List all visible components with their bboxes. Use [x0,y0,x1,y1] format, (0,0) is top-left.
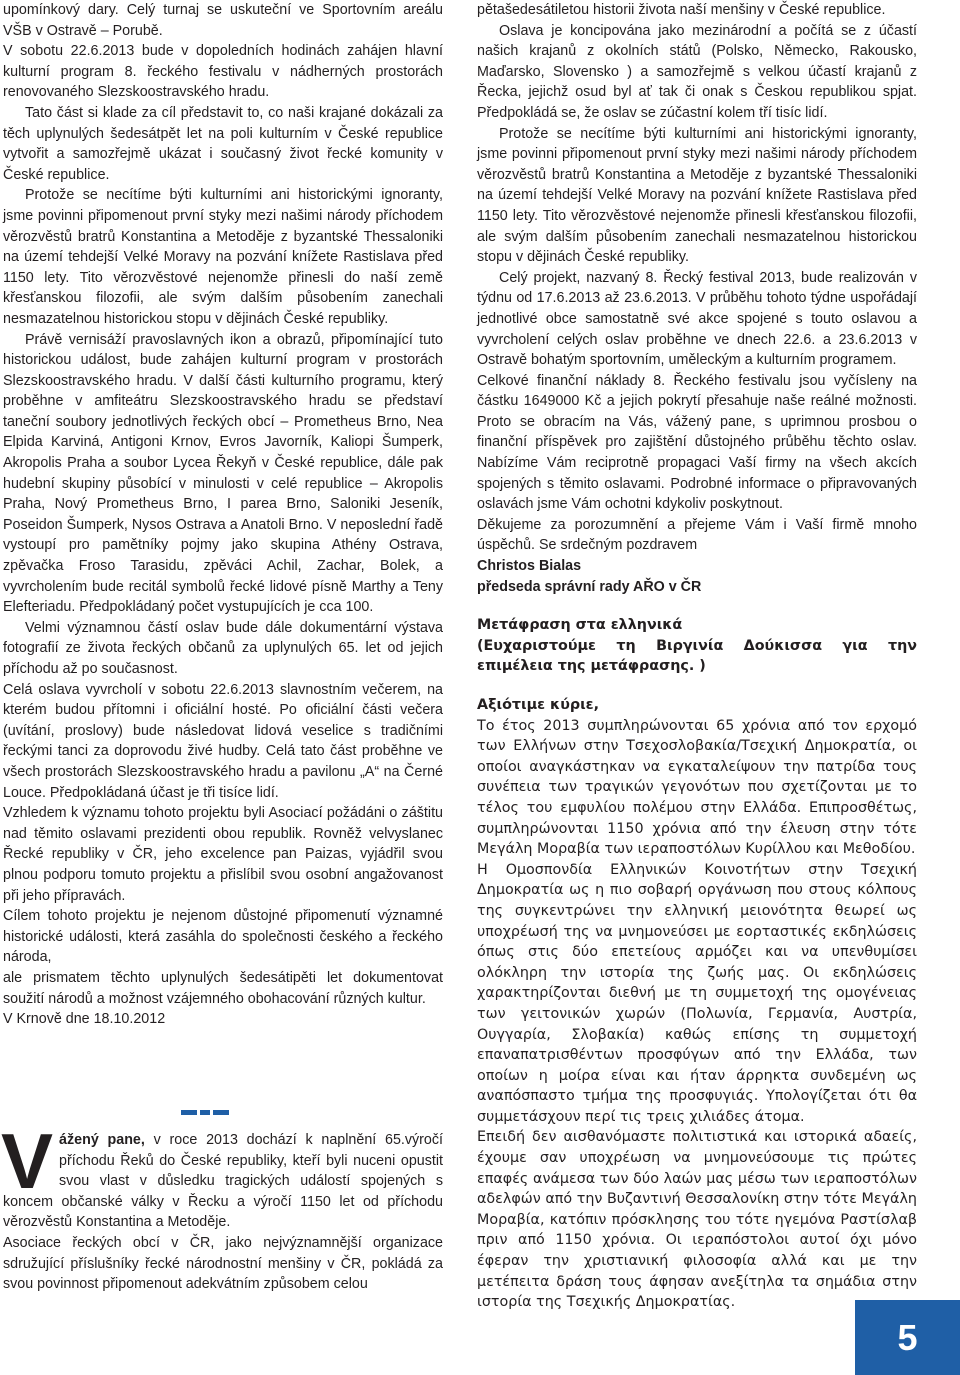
body-paragraph: ale prismatem těchto uplynulých šedesátipěti let dokumentovat soužití národů a možnost vzájemného obohacování různých kultur. [3,969,443,1007]
right-column [477,0,917,1313]
signature-title: předseda správní rady AŘO v ČR [477,578,702,595]
decorative-divider [181,1110,229,1115]
body-paragraph: V sobotu 22.6.2013 bude v dopoledních hodinách zahájen hlavní kulturní program 8. řeckého festivalu v nádherných prostorách renovovaného Slezskoostravského hradu. [3,43,443,101]
body-paragraph: Oslava je koncipována jako mezinárodní a počítá se z účastí našich krajanů z okolních států (Polsko, Německo, Rakousko, Maďarsko, Slovensko ) a samozřejmě s velkou účastí krajanů z Řecka, jejichž osud byl ať tak či onak s Českou republikou spjat. Předpokládá se, že oslav se zúčastní kolem tří tisíc lidí. [477,22,917,121]
greek-paragraph: Το έτος 2013 συμπληρώνονται 65 χρόνια από τον ερχομό των Ελλήνων στην Τσεχοσλοβακία/Τσεχική Δημοκρατία, οι οποίοι αναγκάστηκαν να εγκαταλείψουν την πατρίδα τους συνέπεια των τραγικών γεγονότων που σχετίζονται με το τέλος του εμφυλίου πολέμου στην Ελλάδα. Επιπροσθέτως, συμπληρώνονται 1150 χρόνια από την έλευση στην τότε Μεγάλη Μοραβία των ιεραποστόλων Κυρίλλου και Μεθοδίου. [477,717,917,858]
body-paragraph: Protože se necítíme býti kulturními ani historickými ignoranty, jsme povinni připomenout první styky mezi našimi národy příchodem věrozvěstů bratrů Konstantina a Metoděje z byzantské Thessaloniki na území tehdejší Velké Moravy na pozvání knížete Rastislava před 1150 lety. Tito věrozvěstové nejenomže přinesli do naší země křesťanskou filozofii, ale svým dalším působením zanechali nesmazatelnou historickou stopu v dějinách České republiky. [3,187,443,327]
body-paragraph: Právě vernisáží pravoslavných ikon a obrazů, připomínající tuto historickou událost, bude zahájen kulturní program v prostorách Slezskoostravského hradu. V další části kulturního programu, který proběhne v amfiteátru Slezskoostravského hradu se představí taneční soubory jednotlivých řeckých obcí – Prometheus Brno, Nea Elpida Karviná, Antigoni Krnov, Evros Javorník, Kaliopi Šumperk, Akropolis Praha a soubor Lycea Řekyň v České republice, dále pak hudební skupiny působící v minulosti v celé republice – Akropolis Praha, Nový Prometheus Brno, I parea Brno, Saloniki Jeseník, Poseidon Šumperk, Nysos Ostrava a Anatoli Brno. V neposlední řadě vystoupí pro pamětníky pojmy jako skupina Athény Ostrava, zpěvačka Froso Tarasidu, zpěváci Achil, Zachar, Bolek, a vyvrcholením bude recitál symbolů řecké lidové písně Marthy a Teny Elefteriadu. Předpokládaný počet vystupujících je cca 100. [3,331,443,616]
letter-salutation: ážený pane, [59,1132,145,1148]
body-paragraph: Tato část si klade za cíl představit to, co naši krajané dokázali za těch uplynulých šedesátpět let na poli kulturním v České republice vytvořit a samozřejmě ukázat i současný život řecké komunity v České republice. [3,104,443,183]
translation-heading: Μετάφραση στα ελληνικά [477,617,683,634]
body-paragraph: Protože se necítíme býti kulturními ani historickými ignoranty, jsme povinni připomenout první styky mezi našimi národy příchodem věrozvěstů bratrů Konstantina a Metoděje z byzantské Thessaloniki na území tehdejší Velké Moravy na pozvání knížete Rastislava před 1150 lety. Tito věrozvěstové nejenomže přinesli křesťanskou filozofii, ale svým dalším působením zanechali nesmazatelnou historickou stopu v dějinách České republiky. [477,125,917,266]
drop-cap: V [1,1117,54,1205]
body-paragraph: Velmi významnou částí oslav bude dále dokumentární výstava fotografií ze života řeckých občanů za uplynulých 65. let od jejich příchodu až po současnost. [3,619,443,677]
body-paragraph: pětašedesátiletou historii života naší menšiny v České republice. [477,2,886,18]
letter-intro [1,1117,443,1295]
body-paragraph: upomínkový dary. Celý turnaj se uskuteční ve Sportovním areálu VŠB v Ostravě – Porubě. [3,2,443,39]
translation-credit: (Ευχαριστούμε τη Βιργινία Δούκισσα για την επιμέλεια της μετάφρασης. ) [477,637,917,675]
date-line: V Krnově dne 18.10.2012 [3,1011,166,1028]
body-paragraph: Cílem tohoto projektu je nejenom důstojné připomenutí významné historické události, která zasáhla do společnosti českého a řeckého národa, [3,908,443,966]
letter-paragraph: Asociace řeckých obcí v ČR, jako nejvýznamnější organizace sdružující příslušníky řecké národnostní menšiny v ČR, pokládá za svou povinnost připomenout adekvátním způsobem celou [3,1234,443,1293]
page-number: 5 [855,1300,960,1375]
letter-text: v roce 2013 dochází k naplnění 65.výročí příchodu Řeků do České republiky, kteří byli nuceni opustit svou vlast v důsledku tragických událostí spojených s koncem občanské války v Řecku a výročí 1150 let od příchodu věrozvěstů Konstantina a Metoděje. [3,1132,443,1231]
body-paragraph: Celý projekt, nazvaný 8. Řecký festival 2013, bude realizován v týdnu od 17.6.2013 až 23.6.2013. V průběhu tohoto týdne uspořádají jednotlivé obce samostatně své akce spojené s touto oslavou a vyvrcholení celých oslav proběhne ve dnech 22.6. a 23.6.2013 v Ostravě bohatým sportovním, uměleckým a kulturním programem. [477,269,917,369]
greek-salutation: Αξιότιμε κύριε, [477,697,600,713]
body-paragraph: Děkujeme za porozumnění a přejeme Vám i Vaší firmě mnoho úspěchů. Se srdečným pozdravem [477,516,917,554]
greek-paragraph: Η Ομοσπονδία Ελληνικών Κοινοτήτων στην Τσεχική Δημοκρατία ως η πιο σοβαρή οργάνωση που στους κόλπους της συγκεντρώνει την ελληνική μειονότητα θεωρεί ως υποχρέωσή της να μνημονεύσει με εορταστικές εκδηλώσεις όπως στις δύο επετείους αρμόζει και να υπενθυμίσει ολόκληρη την ιστορία της ζωής μας. Οι εκδηλώσεις χαρακτηρίζονται διεθνή με τη συμμετοχή της ομογένειας των γειτονικών χωρών (Πολωνία, Γερμανία, Αυστρία, Ουγγαρία, Σλοβακία) καθώς επίσης τη συμμετοχή επαναπατρισθέντων προσφύγων από την Ελλάδα, των οποίων η μοίρα είναι και ήταν άρρηκτα συνδεμένη ως αναπόσπαστο τμήμα της προσφυγιάς. Υπολογίζεται ότι θα συμμετάσχουν περί τις τρεις χιλιάδες άτομα. [477,861,917,1125]
body-paragraph: Vzhledem k významu tohoto projektu byli Asociací požádáni o záštitu nad těmito oslavami prezidenti obou republik. Rovněž velvyslanec Řecké republiky v ČR, jeho excelence pan Paizas, vyjádřil svou plnou podporu tomuto projektu a přislíbil svou osobní angažovanost při jeho přípravách. [3,805,443,904]
signature-name: Christos Bialas [477,558,582,575]
body-paragraph: Celkové finanční náklady 8. Řeckého festivalu jsou vyčísleny na částku 1649000 Kč a jejich pokrytí přesahuje naše reálné možnosti. Proto se obracím na Vás, vážený pane, s uprimnou prosbou o finanční příspěvek pro zajištění důstojného průběhu těchto oslav. Nabízíme Vám reciprotně propagaci Vaší firmy na všech akcích spojených s těmito oslavami. Podrobné informace o připravovaných oslavách jsme Vám ochotni kdykoliv poskytnout. [477,372,917,513]
greek-paragraph: Επειδή δεν αισθανόμαστε πολιτιστικά και ιστορικά αδαείς, έχουμε σαν υποχρέωση να μνημονεύσουμε τις πρώτες επαφές ανάμεσα των δύο λαών μας μέσω των ιεραποστόλων αδελφών από την Βυζαντινή Θεσσαλονίκη στην τότε Μεγάλη Μοραβία, κατόπιν πρόσκλησης του τότε ηγεμόνα Ραστίσλαβ πριν από 1150 χρόνια. Οι ιεραπόστολοι αυτοί όχι μόνο έφεραν την χριστιανική φιλοσοφία αλλά και με την μετέπειτα δράση τους άφησαν ανεξίτηλα τα σημάδια στην ιστορία της Τσεχικής Δημοκρατίας. [477,1129,917,1311]
letter-paragraph [1,1117,443,1233]
left-column [3,0,443,1030]
body-paragraph: Celá oslava vyvrcholí v sobotu 22.6.2013 slavnostním večerem, na kterém budou přítomni i oficiální hosté. Po oficiální části večera (uvítání, proslovy) bude následovat lidová veselice s tradičními řeckými tanci za doprovodu živé hudby. Celá tato část proběhne ve všech prostorách Slezskoostravského hradu a pavilonu „A“ na Černé Louce. Předpokládaná účast je tři tisíce lidí. [3,681,443,801]
